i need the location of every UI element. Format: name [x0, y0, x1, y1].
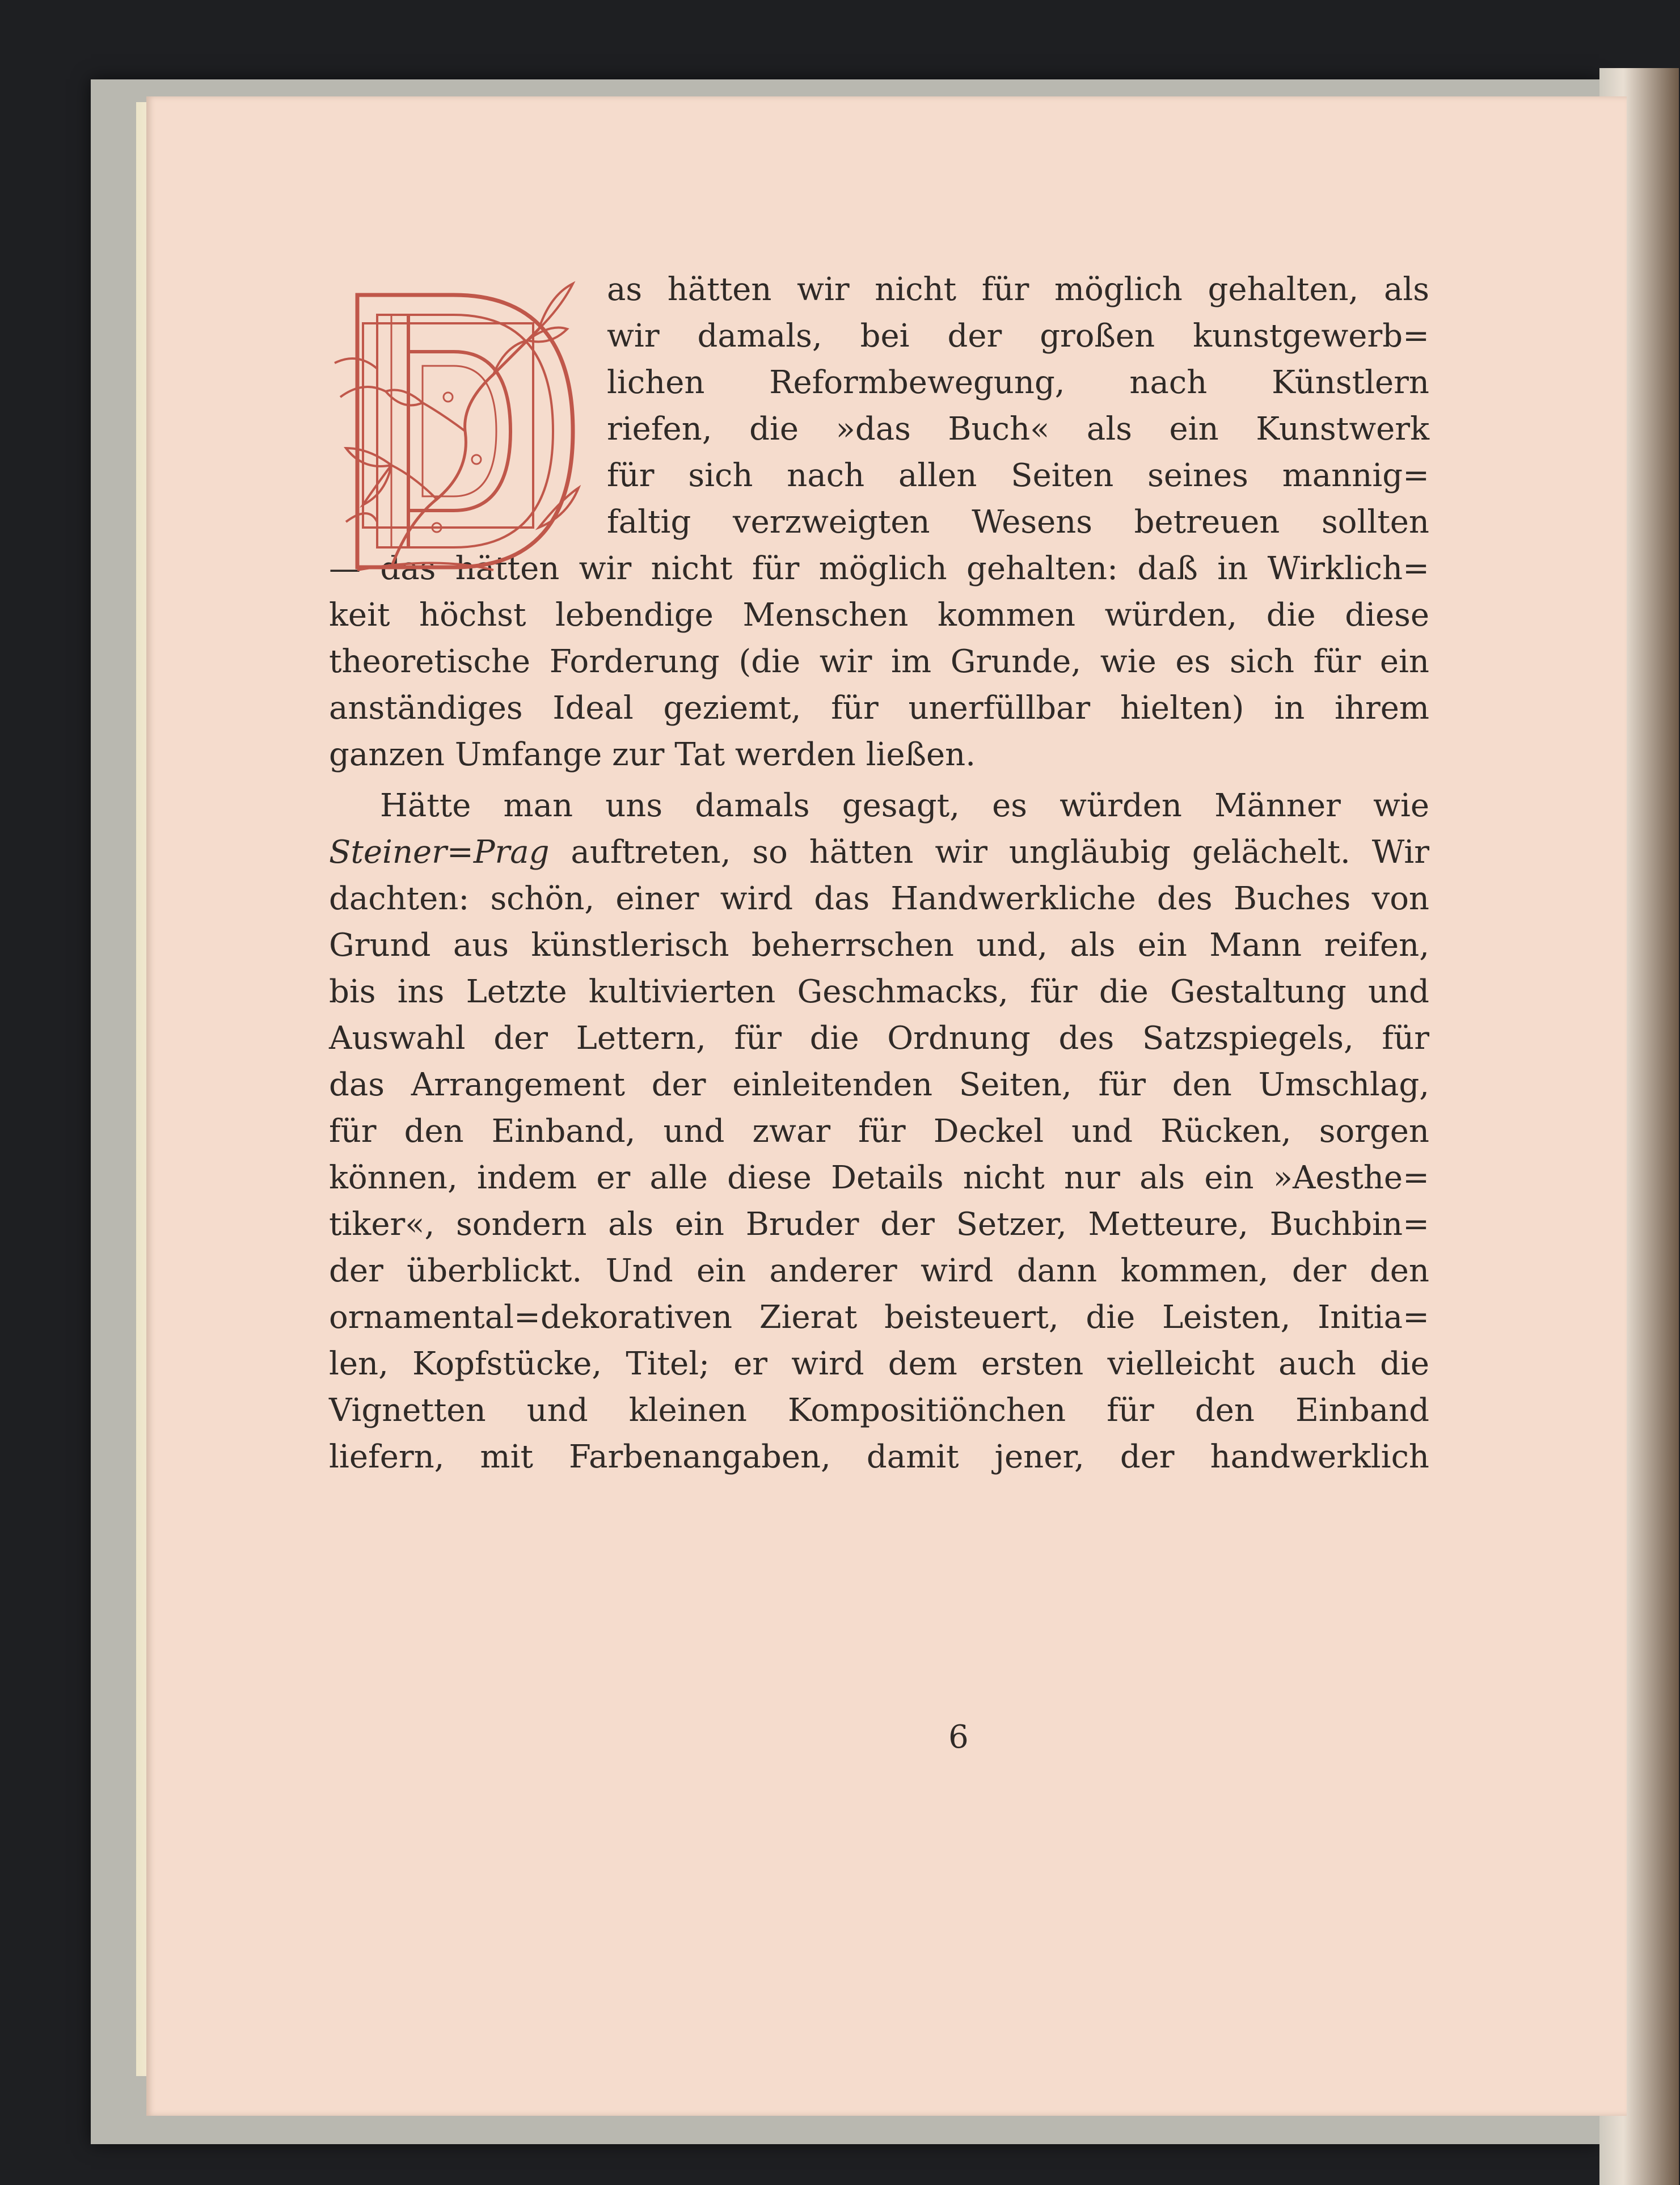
text-line: Grund aus künstlerisch beherrschen und, als ein Mann reifen, — [329, 927, 1429, 964]
text-line: liefern, mit Farbenangaben, damit jener, der handwerklich — [329, 1439, 1429, 1475]
decorated-initial-d-icon — [323, 261, 590, 579]
text-line: riefen, die »das Buch« als ein Kunstwerk — [607, 411, 1429, 448]
text-line: dachten: schön, einer wird das Handwerkliche des Buches von — [329, 880, 1429, 917]
page-number: 6 — [948, 1719, 969, 1756]
text-line: anständiges Ideal geziemt, für unerfüllbar hielten) in ihrem — [329, 690, 1429, 727]
body-text — [329, 267, 1429, 1480]
text-line: Hätte man uns damals gesagt, es würden Männer wie — [380, 787, 1429, 824]
text-line: Auswahl der Lettern, für die Ordnung des Satzspiegels, für — [329, 1020, 1429, 1057]
text-line: lichen Reformbewegung, nach Künstlern — [607, 364, 1429, 401]
text-line: as hätten wir nicht für möglich gehalten, als — [607, 271, 1429, 308]
paragraph-2 — [329, 783, 1429, 1480]
text-line: theoretische Forderung (die wir im Grunde, wie es sich für ein — [329, 643, 1429, 680]
text-line: faltig verzweigten Wesens betreuen sollten — [607, 504, 1429, 541]
text-line: für den Einband, und zwar für Deckel und Rücken, sorgen — [329, 1113, 1429, 1150]
text-line: können, indem er alle diese Details nicht nur als ein »Aesthe= — [329, 1159, 1429, 1196]
text-line: keit höchst lebendige Menschen kommen würden, die diese — [329, 597, 1429, 634]
text-line: wir damals, bei der großen kunstgewerb= — [607, 318, 1429, 355]
text-line: len, Kopfstücke, Titel; er wird dem ersten vielleicht auch die — [329, 1345, 1429, 1382]
text-fragment: auftreten, so hätten wir ungläubig gelächelt. Wir — [549, 834, 1429, 871]
text-line: Vignetten und kleinen Kompositiönchen für den Einband — [329, 1392, 1429, 1429]
text-line: ornamental=dekorativen Zierat beisteuert, die Leisten, Initia= — [329, 1299, 1429, 1336]
paragraph-1-continued — [329, 546, 1429, 778]
text-line: tiker«, sondern als ein Bruder der Setzer, Metteure, Buchbin= — [329, 1206, 1429, 1243]
text-line: für sich nach allen Seiten seines mannig= — [607, 457, 1429, 494]
text-line: das Arrangement der einleitenden Seiten, für den Umschlag, — [329, 1066, 1429, 1103]
text-line: ganzen Umfange zur Tat werden ließen. — [329, 736, 976, 773]
initial-paragraph — [329, 267, 1429, 546]
text-line: der überblickt. Und ein anderer wird dann kommen, der den — [329, 1252, 1429, 1289]
text-line — [329, 829, 1429, 876]
text-line: bis ins Letzte kultivierten Geschmacks, für die Gestaltung und — [329, 973, 1429, 1010]
text-line: — das hätten wir nicht für möglich gehalten: daß in Wirklich= — [329, 550, 1429, 587]
name-steiner-prag: Steiner=Prag — [329, 834, 550, 871]
